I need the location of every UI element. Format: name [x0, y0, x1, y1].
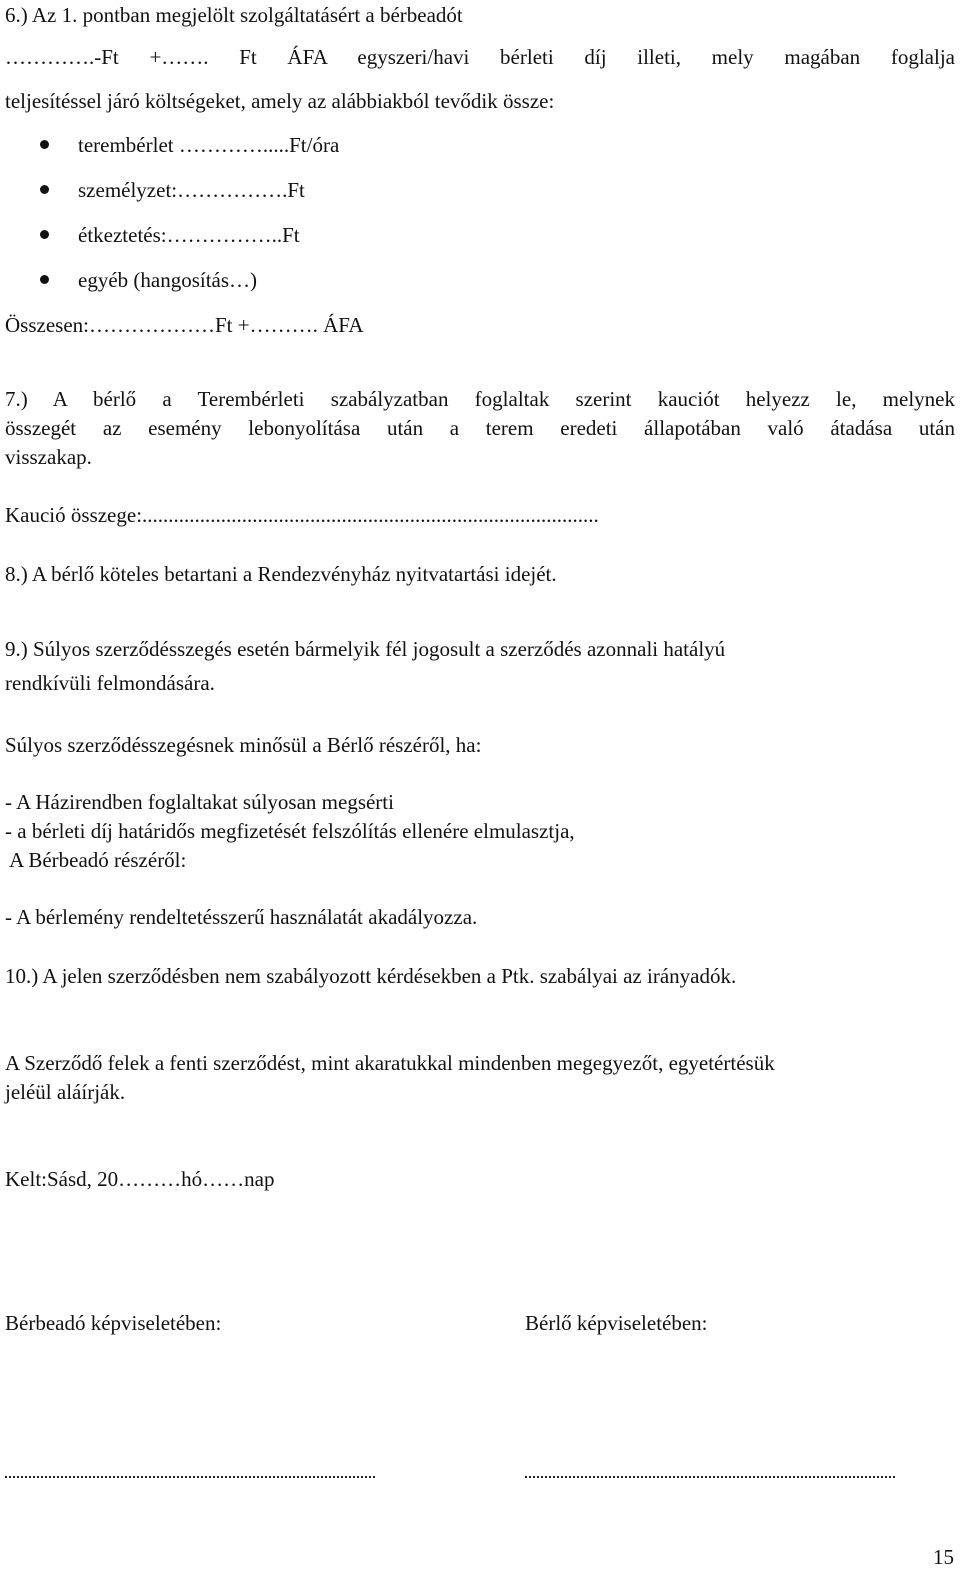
section-7-line-1: 7.) A bérlő a Terembérleti szabályzatban foglaltak szerint kauciót helyezz le, melynek: [5, 387, 955, 411]
bullet-icon: [40, 275, 49, 284]
section-7-line-3: visszakap.: [5, 445, 92, 469]
section-6-heading: 6.) Az 1. pontban megjelölt szolgáltatásért a bérbeadót: [5, 3, 463, 27]
tenant-breach-item-2: - a bérleti díj határidős megfizetését felszólítás ellenére elmulasztja,: [5, 819, 575, 843]
closing-line-1: A Szerződő felek a fenti szerződést, mint akaratukkal mindenben megegyezőt, egyetértésük: [5, 1051, 775, 1075]
bullet-icon: [40, 230, 49, 239]
cost-other: egyéb (hangosítás…): [78, 268, 258, 292]
cost-catering: étkeztetés:……………..Ft: [78, 223, 300, 247]
tenant-signature-line: [525, 1466, 895, 1478]
tenant-breach-heading: Súlyos szerződésszegésnek minősül a Bérlő részéről, ha:: [5, 733, 482, 757]
closing-line-2: jeléül aláírják.: [5, 1080, 126, 1104]
bullet-icon: [40, 185, 49, 194]
cost-total: Összesen:………………Ft +………. ÁFA: [5, 313, 364, 337]
date-place: Kelt:Sásd, 20………hó……nap: [5, 1167, 275, 1191]
landlord-breach-heading: A Bérbeadó részéről:: [5, 848, 187, 872]
deposit-amount: Kaució összege:.......................................................................................: [5, 503, 599, 527]
landlord-signature-line: [5, 1466, 375, 1478]
section-6-costs-intro: teljesítéssel járó költségeket, amely az alábbiakból tevődik össze:: [5, 89, 555, 113]
cost-staff: személyzet:…………….Ft: [78, 178, 305, 202]
section-6-fee-line: ………….-Ft +……. Ft ÁFA egyszeri/havi bérleti díj illeti, mely magában foglalja: [5, 45, 955, 69]
section-8: 8.) A bérlő köteles betartani a Rendezvényház nyitvatartási idejét.: [5, 562, 557, 586]
page-number: 15: [933, 1545, 954, 1569]
tenant-signature-label: Bérlő képviseletében:: [525, 1311, 708, 1335]
section-9-line-1: 9.) Súlyos szerződésszegés esetén bármelyik fél jogosult a szerződés azonnali hatályú: [5, 637, 726, 661]
section-10: 10.) A jelen szerződésben nem szabályozott kérdésekben a Ptk. szabályai az irányadók.: [5, 964, 737, 988]
landlord-signature-label: Bérbeadó képviseletében:: [5, 1311, 222, 1335]
tenant-breach-item-1: - A Házirendben foglaltakat súlyosan megsérti: [5, 790, 394, 814]
landlord-breach-item-1: - A bérlemény rendeltetésszerű használatát akadályozza.: [5, 905, 478, 929]
cost-room-rental: terembérlet ………….....Ft/óra: [78, 133, 340, 157]
section-9-line-2: rendkívüli felmondására.: [5, 671, 215, 695]
section-7-line-2: összegét az esemény lebonyolítása után a terem eredeti állapotában való átadása után: [5, 416, 955, 440]
bullet-icon: [40, 140, 49, 149]
